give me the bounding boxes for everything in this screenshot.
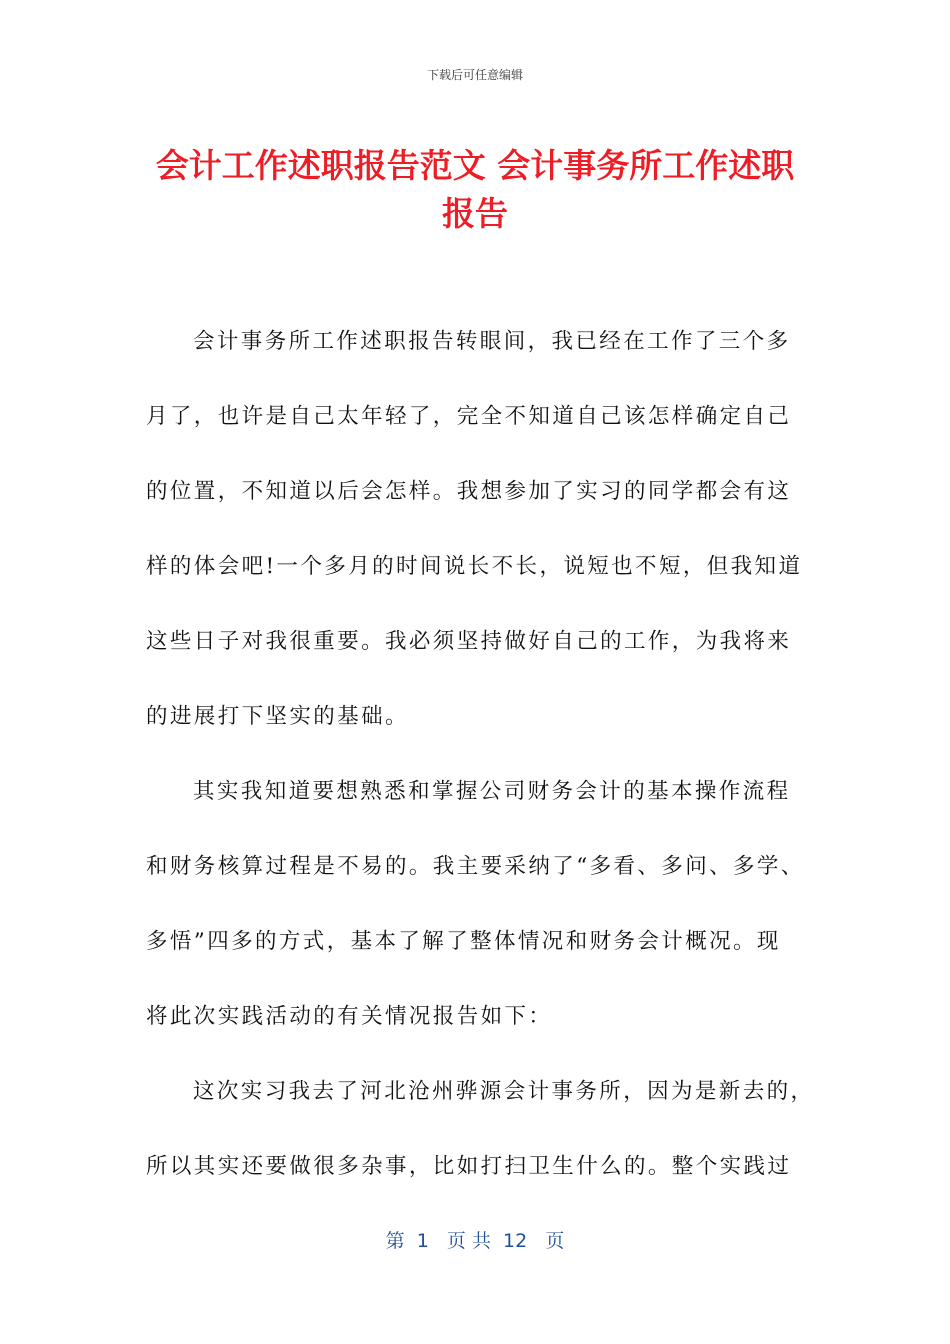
body-line: 样的体会吧!一个多月的时间说长不长，说短也不短，但我知道 bbox=[146, 554, 803, 579]
body-line: 和财务核算过程是不易的。我主要采纳了“多看、多问、多学、 bbox=[146, 854, 805, 879]
document-body bbox=[146, 320, 826, 1220]
body-line: 其实我知道要想熟悉和掌握公司财务会计的基本操作流程 bbox=[193, 779, 791, 804]
body-line: 月了，也许是自己太年轻了，完全不知道自己该怎样确定自己 bbox=[146, 404, 792, 429]
body-line: 将此次实践活动的有关情况报告如下： bbox=[146, 1004, 553, 1029]
paragraph-1 bbox=[146, 320, 826, 770]
body-line: 的进展打下坚实的基础。 bbox=[146, 704, 409, 729]
paragraph-3 bbox=[146, 1070, 826, 1220]
body-line: 会计事务所工作述职报告转眼间，我已经在工作了三个多 bbox=[193, 329, 791, 354]
body-line: 多悟”四多的方式，基本了解了整体情况和财务会计概况。现 bbox=[146, 929, 781, 954]
document-title bbox=[130, 142, 820, 238]
header-note: 下载后可任意编辑 bbox=[426, 68, 523, 82]
body-line: 的位置，不知道以后会怎样。我想参加了实习的同学都会有这 bbox=[146, 479, 792, 504]
body-line: 这次实习我去了河北沧州骅源会计事务所，因为是新去的， bbox=[193, 1079, 815, 1104]
body-line: 这些日子对我很重要。我必须坚持做好自己的工作，为我将来 bbox=[146, 629, 792, 654]
body-line: 所以其实还要做很多杂事，比如打扫卫生什么的。整个实践过 bbox=[146, 1154, 792, 1179]
title-line-1: 会计工作述职报告范文 会计事务所工作述职 bbox=[155, 146, 795, 185]
page-footer: 第 1 页 共 12 页 bbox=[385, 1230, 565, 1252]
paragraph-2 bbox=[146, 770, 826, 1070]
title-line-2: 报告 bbox=[442, 194, 508, 233]
